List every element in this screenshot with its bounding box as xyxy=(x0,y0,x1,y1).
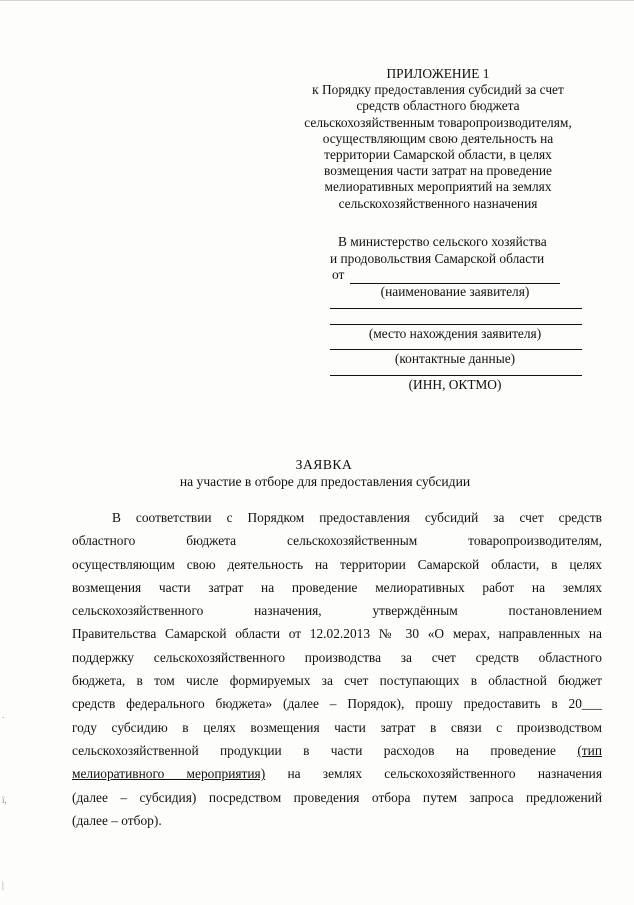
hint-contacts: (контактные данные) xyxy=(394,350,516,366)
appendix-line: к Порядку предоставления субсидий за счет xyxy=(312,82,564,98)
body-line: осуществляющим свою деятельность на территории Самарской области, в целях xyxy=(72,556,602,572)
contacts-field[interactable] xyxy=(330,349,582,350)
body-line-with-type xyxy=(72,739,602,762)
hint-inn-oktmo: (ИНН, ОКТМО) xyxy=(408,377,502,392)
body-line: средств федерального бюджета» (далее – Порядок), прошу предоставить в 20___ xyxy=(72,696,602,712)
from-row xyxy=(320,267,590,284)
hint-applicant-name: (наименование заявителя) xyxy=(380,283,530,299)
appendix-line: территории Самарской области, в целях xyxy=(324,147,552,163)
body-line: сельскохозяйственного назначения, утверждённым постановлением xyxy=(72,603,602,619)
document-title xyxy=(0,456,634,490)
location-field-line2[interactable] xyxy=(330,324,582,325)
body-line: областного бюджета сельскохозяйственным товаропроизводителям, xyxy=(72,533,602,549)
appendix-header xyxy=(290,66,586,212)
body-line: В соответствии с Порядком предоставления субсидий за счет средств xyxy=(112,510,602,525)
body-line-type-cont xyxy=(72,762,602,785)
body-line: бюджета, в том числе формируемых за счет поступающих в областной бюджет xyxy=(72,673,602,689)
hint-applicant-location: (место нахождения заявителя) xyxy=(368,326,542,341)
body-line: возмещения части затрат на проведение мелиоративных работ на землях xyxy=(72,579,602,595)
body-line-text: на землях сельскохозяйственного назначения xyxy=(287,766,602,782)
title-subtitle: на участие в отборе для предоставления субсидии xyxy=(179,474,471,489)
body-line-final: (далее – отбор). xyxy=(72,812,162,828)
application-body xyxy=(72,506,602,832)
addressee-ministry: В министерство сельского хозяйства xyxy=(338,234,547,249)
appendix-line: мелиоративных мероприятий на землях xyxy=(324,179,552,195)
appendix-line: возмещения части затрат на проведение xyxy=(324,163,552,179)
mel-type-placeholder-1: (тип xyxy=(577,742,602,758)
scan-margin-marks: . ї, | xyxy=(2,710,7,890)
addressee-block xyxy=(320,234,590,394)
addressee-ministry-cont: и продовольствия Самарской области xyxy=(330,250,545,266)
inn-field[interactable] xyxy=(330,375,582,376)
mel-type-placeholder-2: мелиоративного мероприятия) xyxy=(72,766,266,782)
scan-edge xyxy=(0,0,634,7)
location-field-line1[interactable] xyxy=(330,308,582,309)
applicant-name-field[interactable] xyxy=(350,271,560,284)
appendix-number: ПРИЛОЖЕНИЕ 1 xyxy=(386,66,490,81)
body-line: поддержку сельскохозяйственного производства за счет средств областного xyxy=(72,649,602,665)
appendix-line: сельскохозяйственного назначения xyxy=(338,195,538,211)
body-line: году субсидию в целях возмещения части затрат в связи с производством xyxy=(72,719,602,735)
body-line: Правительства Самарской области от 12.02.2013 № 30 «О мерах, направленных на xyxy=(72,626,602,642)
title-heading: ЗАЯВКА xyxy=(295,457,353,472)
from-label: от xyxy=(332,267,345,282)
appendix-line: сельскохозяйственным товаропроизводителям, xyxy=(304,114,572,130)
appendix-line: осуществляющим свою деятельность на xyxy=(322,130,554,146)
body-line: (далее – субсидия) посредством проведения отбора путем запроса предложений xyxy=(72,789,602,805)
body-line-text: сельскохозяйственной продукции в части расходов на проведение xyxy=(72,742,556,758)
appendix-line: средств областного бюджета xyxy=(356,98,520,114)
